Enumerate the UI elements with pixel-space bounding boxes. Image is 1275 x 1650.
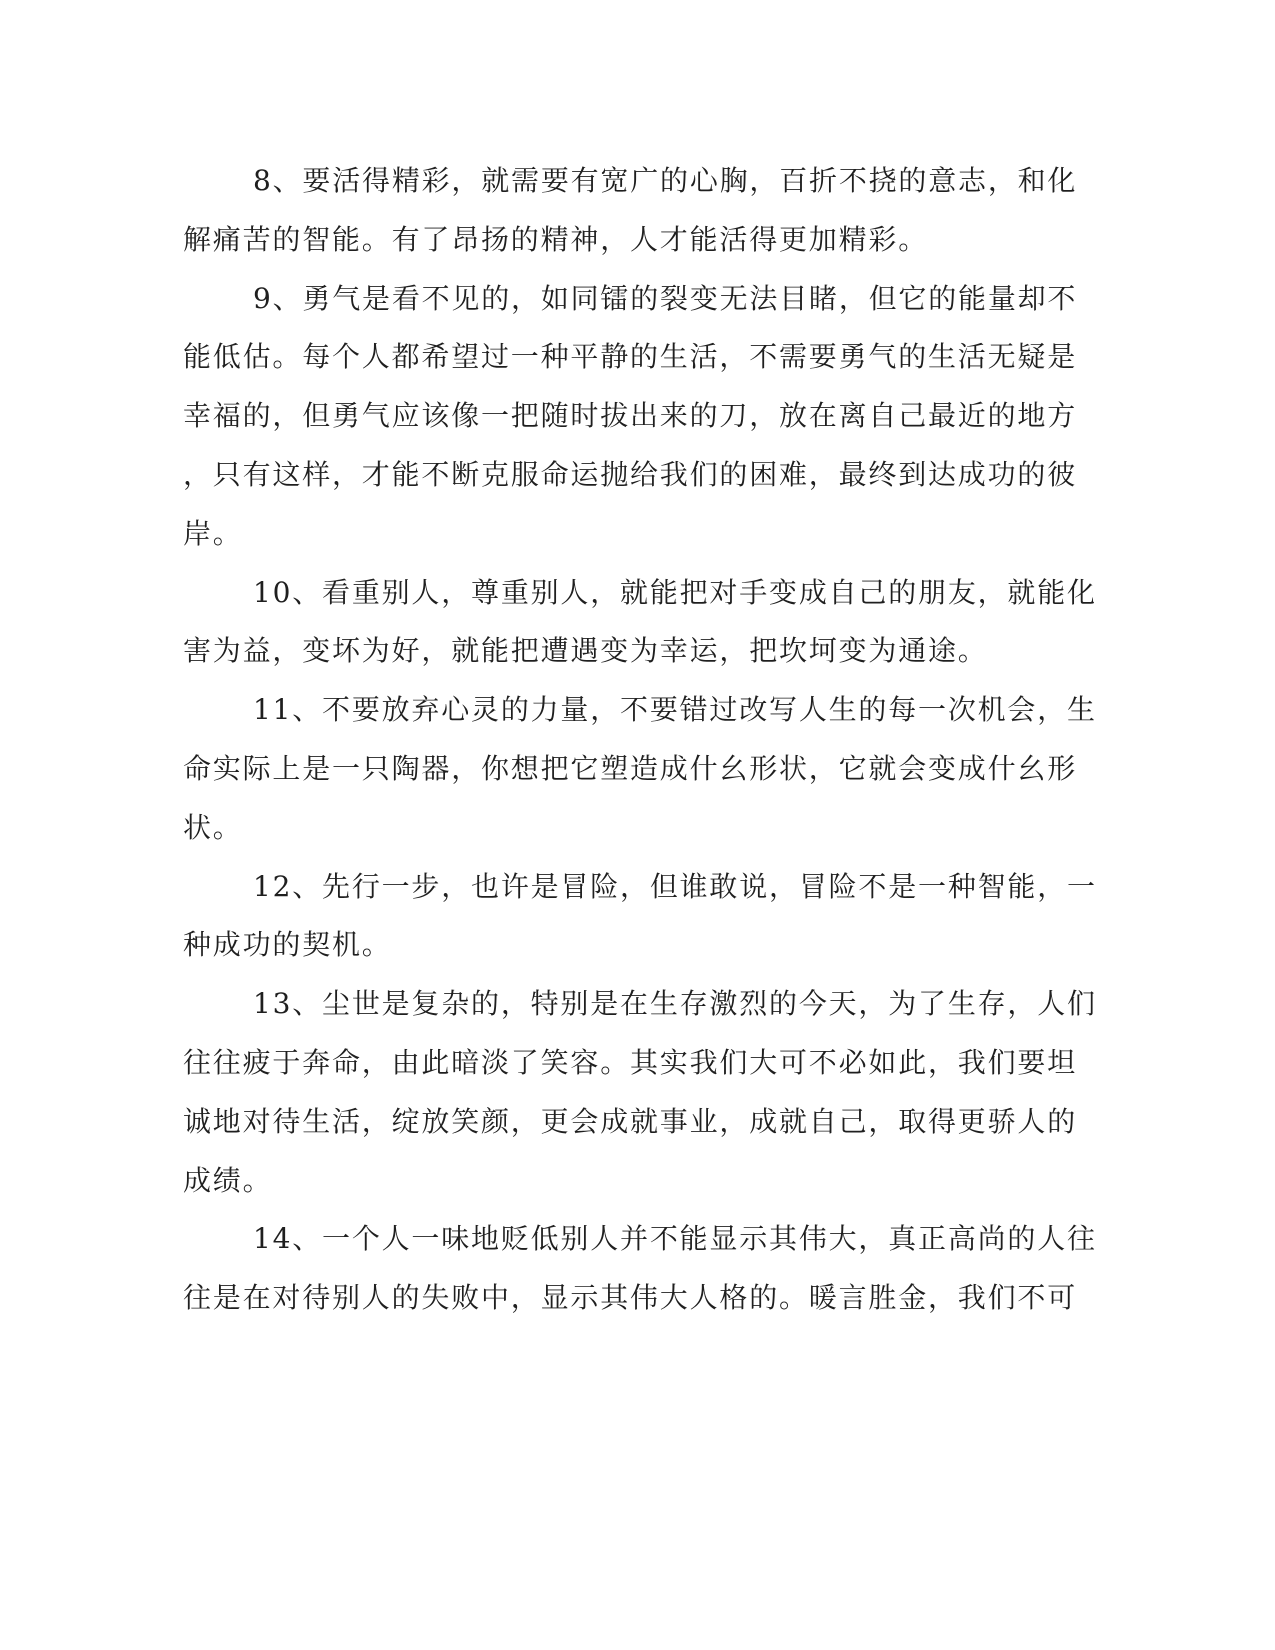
paragraph-line: 害为益，变坏为好，就能把遭遇变为幸运，把坎坷变为通途。 (183, 634, 988, 668)
paragraph-line: 往是在对待别人的失败中，显示其伟大人格的。暖言胜金，我们不可 (183, 1281, 1078, 1315)
paragraph-line: 12、先行一步，也许是冒险，但谁敢说，冒险不是一种智能，一 (253, 869, 1097, 903)
paragraph-line: 10、看重别人，尊重别人，就能把对手变成自己的朋友，就能化 (253, 575, 1097, 609)
paragraph-item-8 (183, 152, 1078, 270)
paragraph-line: 8、要活得精彩，就需要有宽广的心胸，百折不挠的意志，和化 (253, 164, 1078, 197)
paragraph-item-13 (183, 975, 1097, 1210)
paragraph-item-12 (183, 858, 1097, 976)
paragraph-item-10 (183, 564, 1097, 682)
paragraph-line: 命实际上是一只陶器，你想把它塑造成什幺形状，它就会变成什幺形 (183, 751, 1078, 785)
paragraph-line: 解痛苦的智能。有了昂扬的精神，人才能活得更加精彩。 (183, 222, 929, 256)
paragraph-line: 13、尘世是复杂的，特别是在生存激烈的今天，为了生存，人们 (253, 987, 1097, 1021)
paragraph-item-9 (183, 270, 1078, 564)
paragraph-item-14 (183, 1210, 1097, 1328)
paragraph-line: 成绩。 (183, 1163, 273, 1197)
paragraph-item-11 (183, 681, 1097, 857)
paragraph-line: 幸福的，但勇气应该像一把随时拔出来的刀，放在离自己最近的地方 (183, 399, 1078, 433)
paragraph-line: ，只有这样，才能不断克服命运抛给我们的困难，最终到达成功的彼 (183, 457, 1078, 491)
document-body (183, 152, 1097, 1328)
paragraph-line: 往往疲于奔命，由此暗淡了笑容。其实我们大可不必如此，我们要坦 (183, 1045, 1078, 1079)
paragraph-line: 9、勇气是看不见的，如同镭的裂变无法目睹，但它的能量却不 (253, 281, 1078, 315)
paragraph-line: 状。 (183, 810, 243, 844)
paragraph-line: 11、不要放弃心灵的力量，不要错过改写人生的每一次机会，生 (253, 693, 1097, 727)
paragraph-line: 种成功的契机。 (183, 928, 392, 962)
paragraph-line: 能低估。每个人都希望过一种平静的生活，不需要勇气的生活无疑是 (183, 340, 1078, 374)
paragraph-line: 14、一个人一味地贬低别人并不能显示其伟大，真正高尚的人往 (253, 1222, 1097, 1256)
paragraph-line: 诚地对待生活，绽放笑颜，更会成就事业，成就自己，取得更骄人的 (183, 1104, 1078, 1138)
paragraph-line: 岸。 (183, 516, 243, 550)
